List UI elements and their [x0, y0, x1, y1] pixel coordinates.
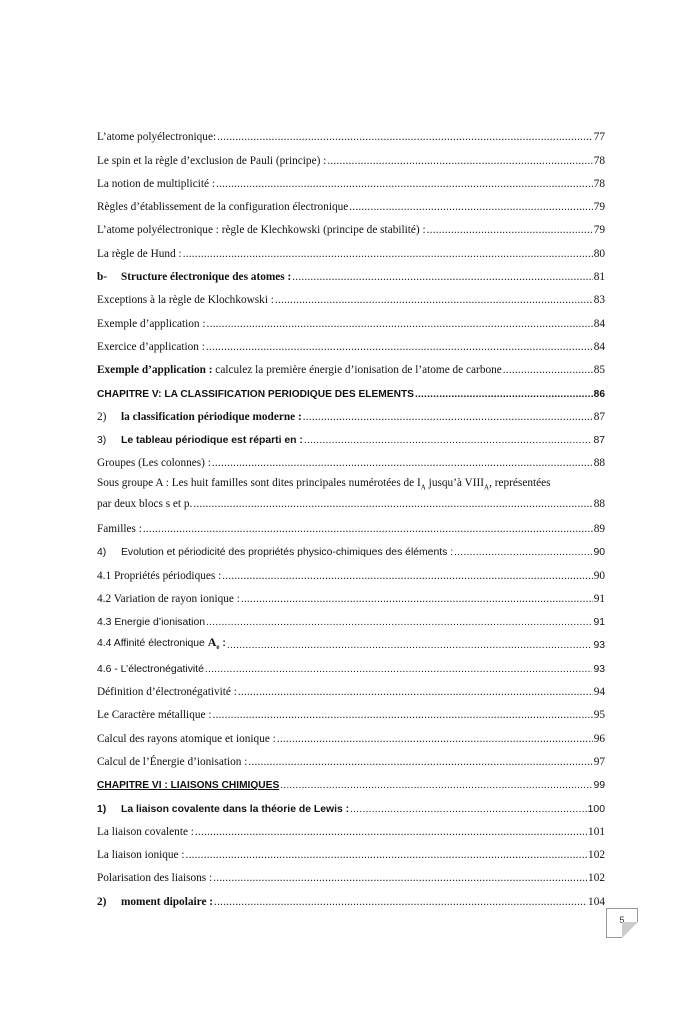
toc-entry-page: 87 [593, 410, 605, 423]
toc-entry-title: CHAPITRE VI : LIAISONS CHIMIQUES [97, 780, 280, 792]
toc-entry[interactable] [97, 861, 605, 884]
toc-leader-dots [212, 709, 592, 721]
toc-entry-title [97, 896, 213, 908]
toc-entry-page: 80 [593, 247, 605, 260]
toc-entry[interactable] [97, 651, 605, 674]
toc-entry-multiline[interactable] [97, 469, 605, 511]
toc-leader-dots [227, 640, 593, 651]
toc-leader-dots [277, 733, 593, 745]
toc-leader-dots [349, 201, 592, 213]
toc-entry[interactable] [97, 815, 605, 838]
toc-entry[interactable] [97, 698, 605, 721]
toc-entry-title [97, 271, 291, 283]
toc-leader-dots [503, 364, 593, 376]
toc-entry-title: Exercice d’application : [97, 340, 205, 353]
toc-entry-title: 4.3 Energie d’ionisation [97, 617, 206, 629]
toc-entry-page: 91 [593, 617, 605, 629]
toc-entry-page: 102 [588, 872, 605, 885]
toc-leader-dots [195, 826, 587, 838]
toc-leader-dots [238, 686, 593, 698]
toc-entry-title: L’atome polyélectronique: [97, 131, 217, 144]
toc-entry-title-text: Evolution et périodicité des propriétés physico-chimiques des éléments : [121, 547, 454, 559]
toc-entry-title [97, 435, 303, 446]
toc-entry-title: Exemple d’application : [97, 317, 206, 330]
toc-entry-second-line [97, 496, 605, 512]
subscript: A [420, 483, 426, 492]
toc-entry-title: La liaison covalente : [97, 825, 194, 838]
toc-entry-title: Le Caractère métallique : [97, 709, 212, 722]
toc-leader-dots [248, 756, 592, 768]
toc-leader-dots [350, 804, 587, 815]
toc-entry-title: Calcul des rayons atomique et ionique : [97, 732, 276, 745]
toc-entry-page: 88 [593, 497, 605, 510]
toc-entry-title-text: la classification périodique moderne : [121, 410, 302, 423]
toc-entry[interactable] [97, 283, 605, 306]
toc-entry-page: 79 [593, 201, 605, 214]
toc-entry[interactable] [97, 190, 605, 213]
toc-entry-title [97, 364, 502, 376]
toc-leader-dots [214, 896, 587, 908]
toc-entry[interactable] [97, 213, 605, 236]
toc-leader-dots [193, 496, 592, 512]
toc-entry[interactable] [97, 721, 605, 744]
toc-entry-page: 90 [593, 569, 605, 582]
toc-entry-title [97, 804, 349, 815]
toc-entry-page: 77 [593, 131, 605, 144]
toc-leader-dots [206, 341, 593, 353]
page-number-box [606, 908, 638, 938]
toc-entry[interactable] [97, 167, 605, 190]
toc-chapter-entry[interactable] [97, 376, 605, 399]
toc-entry-page: 88 [593, 457, 605, 470]
toc-entry-title: Règles d’établissement de la configuration électronique [97, 201, 349, 214]
toc-entry-title: Familles : [97, 523, 142, 535]
toc-entry-page: 86 [593, 388, 605, 400]
toc-entry-title: La liaison ionique : [97, 849, 185, 862]
toc-entry-page: 94 [593, 686, 605, 699]
toc-leader-dots [454, 547, 592, 558]
toc-entry-number: b- [97, 271, 108, 284]
toc-leader-dots [217, 131, 593, 143]
toc-entry-page: 90 [593, 547, 605, 559]
toc-leader-dots [427, 224, 593, 236]
toc-entry[interactable] [97, 260, 605, 283]
toc-entry-page: 95 [593, 709, 605, 722]
toc-entry[interactable] [97, 675, 605, 698]
toc-entry-title: La notion de multiplicité : [97, 177, 215, 190]
toc-entry-title-text: calculez la première énergie d’ionisation de l’atome de carbone [212, 364, 502, 377]
toc-leader-dots [183, 248, 593, 260]
subscript: A [484, 483, 490, 492]
toc-entry-title-text: La liaison covalente dans la théorie de Lewis : [121, 803, 350, 815]
toc-leader-dots [280, 780, 592, 791]
toc-entry-title: 4.2 Variation de rayon ionique : [97, 592, 240, 605]
page-number: 5 [619, 915, 625, 925]
toc-entry-page: 104 [588, 895, 605, 908]
toc-entry-page: 96 [593, 732, 605, 745]
toc-entry-title: L’atome polyélectronique : règle de Klechkowski (principe de stabilité) : [97, 224, 426, 237]
toc-entry-page: 87 [593, 435, 605, 447]
toc-leader-dots [327, 155, 592, 167]
toc-entry-page: 84 [593, 340, 605, 353]
toc-entry-title-text: Structure électronique des atomes : [121, 271, 292, 284]
toc-entry-number: 1) [97, 803, 107, 815]
toc-entry-text: , représentées [489, 477, 551, 490]
toc-entry[interactable] [97, 558, 605, 581]
toc-entry-page: 99 [593, 780, 605, 792]
toc-leader-dots [143, 523, 593, 535]
toc-entry[interactable] [97, 236, 605, 259]
toc-entry-number: 2) [97, 895, 107, 908]
toc-entry-page: 89 [593, 523, 605, 535]
toc-entry-page: 93 [593, 640, 605, 652]
toc-entry-page: 100 [587, 803, 605, 815]
toc-leader-dots [304, 435, 593, 446]
toc-entry-title: CHAPITRE V: LA CLASSIFICATION PERIODIQUE DES ELEMENTS [97, 388, 414, 400]
toc-entry-title-text: moment dipolaire : [121, 895, 214, 908]
toc-entry-text: jusqu’à VIII [425, 477, 485, 490]
toc-entry[interactable] [97, 143, 605, 166]
toc-entry[interactable] [97, 605, 605, 628]
toc-entry[interactable] [97, 423, 605, 446]
toc-leader-dots [206, 617, 592, 628]
toc-entry-number: 4) [97, 547, 107, 559]
toc-leader-dots [186, 849, 588, 861]
toc-entry-page: 85 [593, 364, 605, 377]
toc-leader-dots [216, 178, 593, 190]
toc-entry-title: 4.6 - L’électronégativité [97, 663, 204, 675]
toc-entry-title: La règle de Hund : [97, 247, 182, 260]
toc-entry-page: 79 [593, 224, 605, 237]
toc-entry-page: 78 [593, 154, 605, 167]
toc-entry-title: Définition d’électronégativité : [97, 686, 237, 699]
toc-entry[interactable] [97, 535, 605, 558]
toc-leader-dots [241, 593, 593, 605]
toc-entry-title-text: 4.4 Affinité électronique [97, 638, 208, 650]
toc-entry-first-line [97, 475, 605, 495]
toc-entry-title [97, 411, 302, 423]
toc-entry-title-text: Le tableau périodique est réparti en : [121, 435, 303, 447]
toc-leader-dots [205, 664, 593, 675]
table-of-contents [97, 120, 605, 908]
toc-leader-dots [415, 389, 593, 400]
toc-entry-bold-lead: Exemple d’application : [97, 364, 213, 377]
toc-entry[interactable] [97, 745, 605, 768]
toc-entry-title: Groupes (Les colonnes) : [97, 457, 211, 470]
toc-entry[interactable] [97, 400, 605, 423]
toc-entry-page: 97 [593, 755, 605, 768]
toc-entry-page: 91 [593, 592, 605, 605]
toc-entry-title [97, 547, 453, 558]
toc-leader-dots [213, 872, 587, 884]
toc-entry-title: Exceptions à la règle de Klochkowski : [97, 294, 274, 307]
toc-leader-dots [222, 570, 592, 582]
toc-entry[interactable] [97, 446, 605, 469]
toc-entry-title: Polarisation des liaisons : [97, 872, 213, 885]
toc-entry[interactable] [97, 582, 605, 605]
toc-entry-title: Calcul de l’Énergie d’ionisation : [97, 755, 248, 768]
page-curl-decoration [622, 922, 638, 938]
toc-leader-dots [275, 294, 593, 306]
toc-entry[interactable] [97, 838, 605, 861]
toc-chapter-entry[interactable] [97, 768, 605, 791]
toc-entry[interactable] [97, 884, 605, 907]
toc-entry-page: 93 [593, 663, 605, 675]
toc-entry-page: 78 [593, 177, 605, 190]
toc-entry-page: 102 [588, 849, 605, 862]
toc-entry[interactable] [97, 353, 605, 376]
toc-entry-title: 4.1 Propriétés périodiques : [97, 569, 222, 582]
toc-leader-dots [212, 457, 593, 469]
toc-entry-number: 2) [97, 410, 107, 423]
symbol-affinity: A [207, 635, 217, 650]
toc-entry-page: 83 [593, 294, 605, 307]
toc-leader-dots [303, 411, 593, 423]
toc-entry-number: 3) [97, 435, 107, 447]
subscript: e [216, 643, 220, 652]
toc-entry-page: 81 [593, 271, 605, 284]
toc-entry-title-tail: : [219, 638, 226, 650]
toc-leader-dots [292, 271, 592, 283]
toc-entry-title: Le spin et la règle d’exclusion de Pauli (principe) : [97, 154, 327, 167]
toc-entry[interactable] [97, 120, 605, 143]
toc-entry[interactable] [97, 330, 605, 353]
toc-entry-page: 84 [593, 317, 605, 330]
toc-entry[interactable] [97, 512, 605, 535]
toc-entry-title [97, 635, 226, 651]
toc-entry-title: par deux blocs s et p. [97, 497, 193, 510]
toc-entry[interactable] [97, 306, 605, 329]
toc-entry[interactable] [97, 628, 605, 651]
toc-entry[interactable] [97, 791, 605, 814]
toc-entry-page: 101 [588, 825, 605, 838]
toc-entry-text: Sous groupe A : Les huit familles sont dites principales numérotées de I [97, 477, 421, 490]
toc-leader-dots [207, 318, 593, 330]
